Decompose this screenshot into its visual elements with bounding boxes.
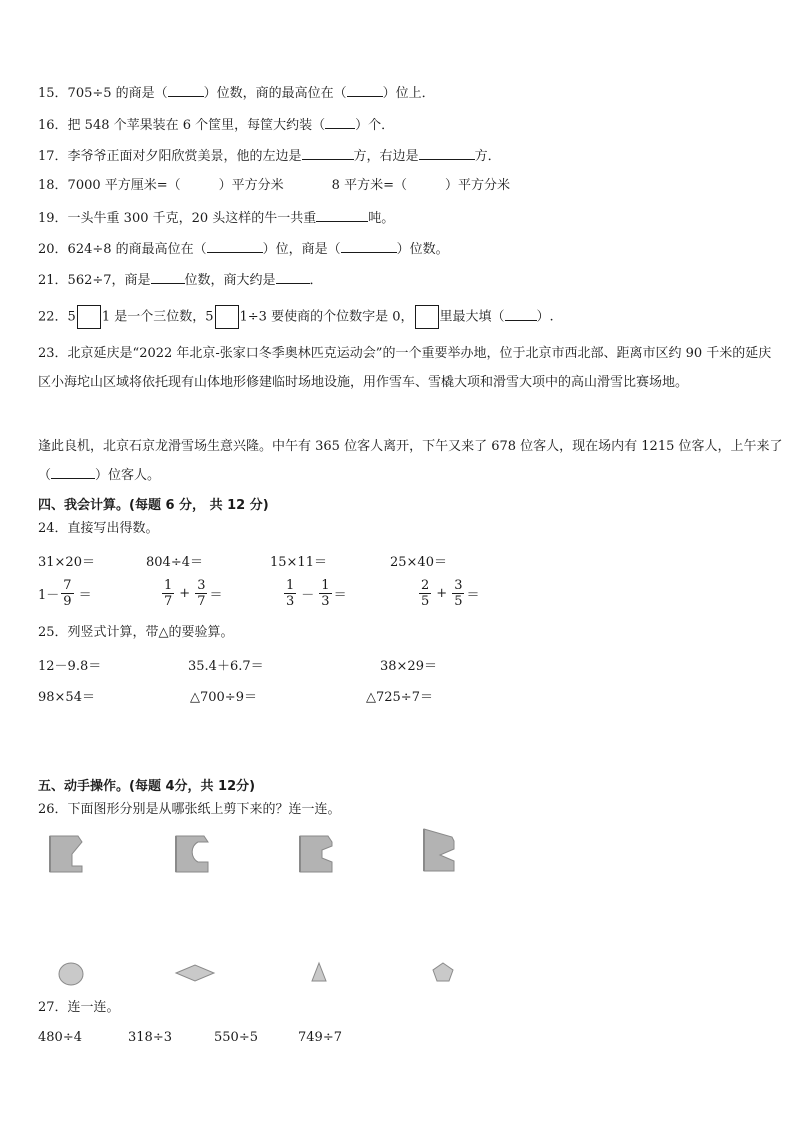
- fraction-expression: $\frac{1}{3}$ － $\frac{1}{3}$ ＝: [286, 578, 347, 609]
- question-19: 19．一头牛重 300 千克，20 头这样的牛一共重 吨。: [38, 208, 394, 228]
- answer-blank[interactable]: [207, 239, 263, 253]
- answer-blank[interactable]: [505, 307, 537, 321]
- question-21: 21．562÷7，商是 位数，商大约是 ．: [38, 270, 323, 290]
- cut-paper-figure-1[interactable]: [48, 832, 84, 874]
- question-16: 16．把 548 个苹果装在 6 个筐里，每筐大约装（ ）个．: [38, 115, 394, 135]
- question-20: 20．624÷8 的商最高位在（ ）位，商是（ ）位数。: [38, 239, 449, 259]
- cut-paper-figure-4[interactable]: [422, 827, 458, 875]
- calc-item: 38×29＝: [380, 659, 437, 674]
- fraction: $\frac{1}{3}$: [286, 578, 295, 609]
- calc-item: 12－9.8＝: [38, 659, 102, 674]
- calc-item: 25×40＝: [390, 555, 447, 570]
- answer-blank[interactable]: [276, 270, 310, 284]
- fraction: $\frac{2}{5}$: [421, 578, 430, 609]
- answer-blank[interactable]: [341, 239, 397, 253]
- calc-item: △700÷9＝: [190, 690, 257, 705]
- fraction: $\frac{1}{3}$: [321, 578, 330, 609]
- calc-item: △725÷7＝: [366, 690, 433, 705]
- answer-blank[interactable]: [316, 208, 368, 222]
- question-23-paragraph-1: 23．北京延庆是“2022 年北京-张家口冬季奥林匹克运动会”的一个重要举办地，位于北京市西北部、距离市区约 90 千米的延庆区小海坨山区域将依托现有山体地形修建临时场地设施，用作雪车、雪橇大项和滑雪大项中的高山滑雪比赛场地。: [38, 346, 772, 390]
- triangle-shape[interactable]: [308, 960, 330, 984]
- fraction-expression: $\frac{2}{5}$ + $\frac{3}{5}$ ＝: [421, 578, 480, 609]
- answer-blank[interactable]: [347, 83, 383, 97]
- cut-paper-figure-3[interactable]: [298, 832, 334, 874]
- question-15: 15．705÷5 的商是（ ）位数，商的最高位在（ ）位上．: [38, 83, 435, 103]
- rhombus-shape[interactable]: [174, 962, 216, 984]
- fraction-expression: 1－ $\frac{7}{9}$ ＝: [38, 578, 92, 609]
- calc-item: 98×54＝: [38, 690, 95, 705]
- calc-item: 35.4＋6.7＝: [188, 659, 264, 674]
- answer-blank[interactable]: [51, 462, 95, 479]
- question-25: 25．列竖式计算，带△的要验算。: [38, 625, 234, 640]
- connect-item[interactable]: 318÷3: [128, 1030, 172, 1045]
- section-5-title: 五、动手操作。(每题 4分，共 12分): [38, 779, 256, 794]
- calc-item: 31×20＝: [38, 555, 95, 570]
- fraction: $\frac{1}{7}$: [164, 578, 173, 609]
- fraction: $\frac{3}{7}$: [197, 578, 206, 609]
- connect-item[interactable]: 550÷5: [214, 1030, 258, 1045]
- question-18: 18．7000 平方厘米=（ ）平方分米 8 平方米=（ ）平方分米: [38, 178, 510, 193]
- digit-box[interactable]: [77, 305, 101, 329]
- question-23-paragraph-2: 逢此良机，北京石京龙滑雪场生意兴隆。中午有 365 位客人离开，下午又来了 678 位客人，现在场内有 1215 位客人，上午来了（ ）位客人。: [38, 439, 783, 483]
- question-26: 26．下面图形分别是从哪张纸上剪下来的？连一连。: [38, 802, 341, 817]
- calc-item: 804÷4＝: [146, 555, 203, 570]
- digit-box[interactable]: [215, 305, 239, 329]
- fraction: $\frac{7}{9}$: [63, 578, 72, 609]
- fraction-expression: $\frac{1}{7}$ + $\frac{3}{7}$ ＝: [164, 578, 223, 609]
- connect-item[interactable]: 749÷7: [298, 1030, 342, 1045]
- answer-blank[interactable]: [419, 146, 475, 160]
- question-22: 22．5 1 是一个三位数，5 1÷3 要使商的个位数字是 0， 里最大填（ ）.: [38, 305, 554, 330]
- digit-box[interactable]: [415, 305, 439, 329]
- answer-blank[interactable]: [302, 146, 354, 160]
- calc-item: 15×11＝: [270, 555, 327, 570]
- question-17: 17．李爷爷正面对夕阳欣赏美景，他的左边是 方，右边是 方．: [38, 146, 501, 166]
- connect-item[interactable]: 480÷4: [38, 1030, 82, 1045]
- section-4-title: 四、我会计算。(每题 6 分， 共 12 分): [38, 498, 269, 513]
- fraction: $\frac{3}{5}$: [454, 578, 463, 609]
- question-27: 27．连一连。: [38, 1000, 120, 1015]
- answer-blank[interactable]: [151, 270, 185, 284]
- question-24: 24．直接写出得数。: [38, 521, 159, 536]
- pentagon-shape[interactable]: [430, 960, 456, 984]
- cut-paper-figure-2[interactable]: [174, 832, 210, 874]
- answer-blank[interactable]: [168, 83, 204, 97]
- answer-blank[interactable]: [325, 115, 355, 129]
- circle-shape[interactable]: [56, 960, 86, 988]
